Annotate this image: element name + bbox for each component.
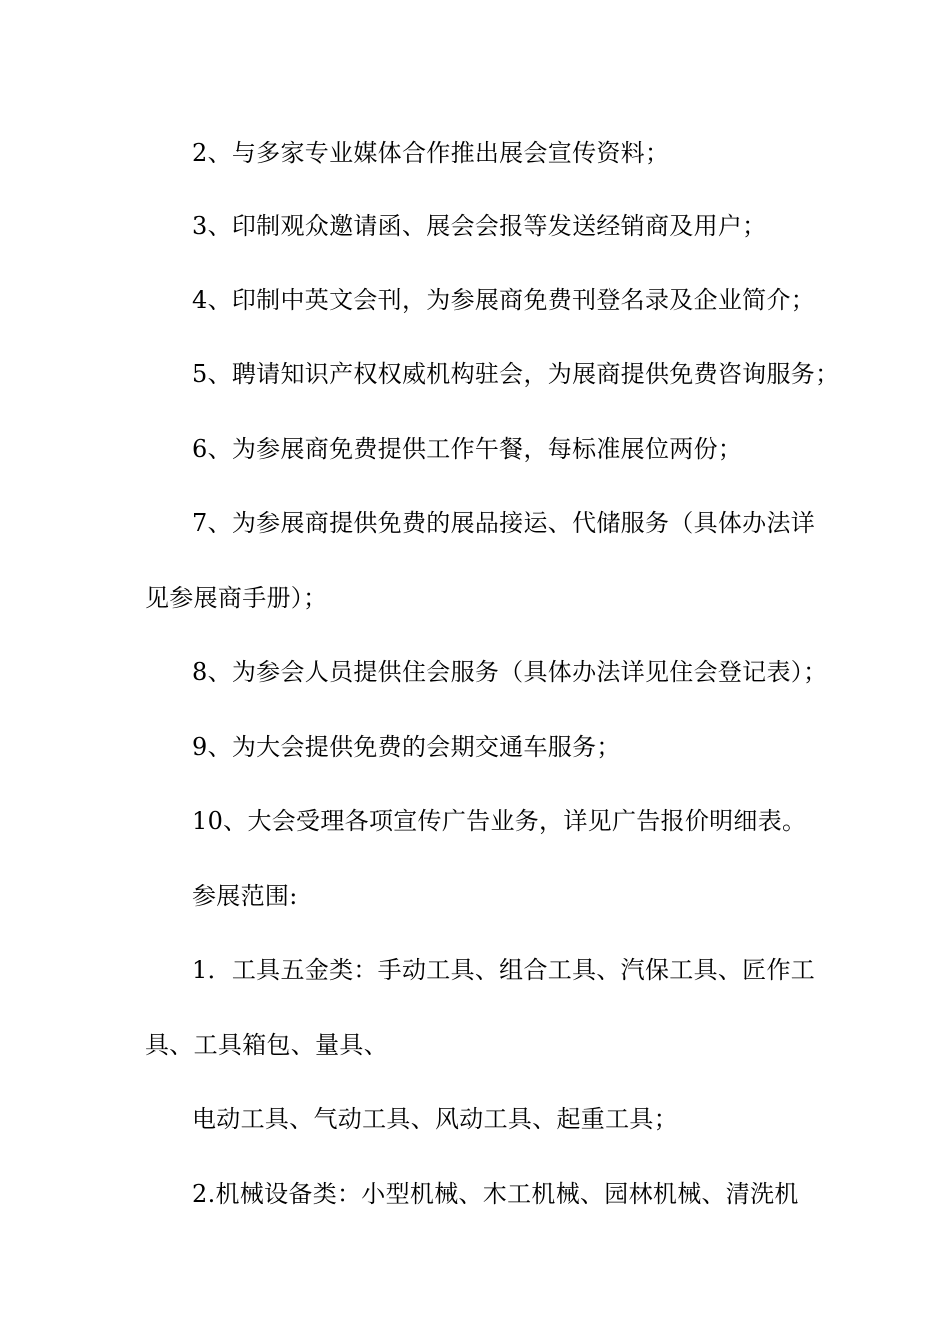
text-line-service-5: 5、聘请知识产权权威机构驻会，为展商提供免费咨询服务； — [192, 360, 840, 388]
text-line-service-4: 4、印制中英文会刊，为参展商免费刊登名录及企业简介； — [192, 286, 816, 314]
text-line-scope-1: 1．工具五金类：手动工具、组合工具、汽保工具、匠作工 — [192, 956, 816, 984]
section-heading-scope: 参展范围: — [192, 882, 298, 910]
text-line-scope-2: 2.机械设备类：小型机械、木工机械、园林机械、清洗机 — [192, 1180, 799, 1208]
text-line-service-10: 10、大会受理各项宣传广告业务，详见广告报价明细表。 — [192, 807, 807, 835]
text-line-service-2: 2、与多家专业媒体合作推出展会宣传资料； — [192, 139, 670, 167]
text-line-service-9: 9、为大会提供免费的会期交通车服务； — [192, 733, 621, 761]
text-line-service-7: 7、为参展商提供免费的展品接运、代储服务（具体办法详 — [192, 509, 816, 537]
text-line-service-7-cont: 见参展商手册）； — [145, 584, 328, 612]
text-line-service-3: 3、印制观众邀请函、展会会报等发送经销商及用户； — [192, 212, 767, 240]
text-line-service-8: 8、为参会人员提供住会服务（具体办法详见住会登记表）； — [192, 658, 828, 686]
text-line-scope-1-cont2: 电动工具、气动工具、风动工具、起重工具； — [192, 1105, 678, 1133]
text-line-scope-1-cont: 具、工具箱包、量具、 — [145, 1031, 388, 1059]
text-line-service-6: 6、为参展商免费提供工作午餐，每标准展位两份； — [192, 435, 743, 463]
